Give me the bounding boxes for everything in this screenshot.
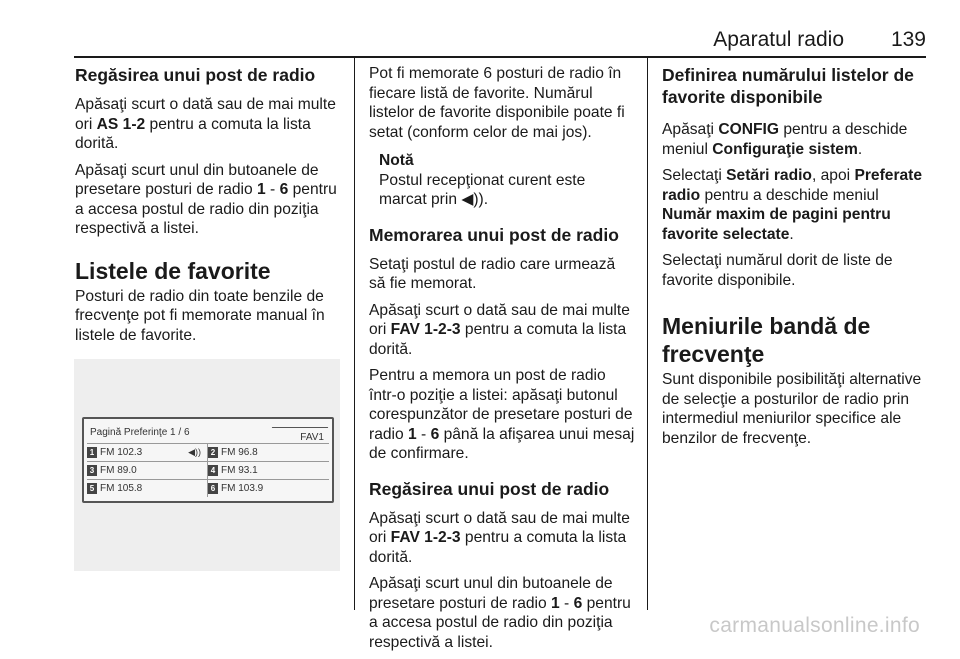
paragraph: Apăsaţi scurt o dată sau de mai multe ori AS 1-2 pentru a comuta la lista dorită. [75,96,336,152]
column-divider-1 [354,58,355,610]
preset-cell: 1 FM 102.3 ◀)) [87,444,208,461]
note-text: Postul recepţionat curent este marcat prin ◀)). [379,171,586,208]
page-number: 139 [890,28,926,51]
preset-cell: 3 FM 89.0 [87,462,208,479]
radio-display-photo [74,359,340,571]
section-heading: Regăsirea unui post de radio [369,478,610,499]
preset-row [87,461,329,479]
column-divider-2 [647,58,648,610]
section-heading: Memorarea unui post de radio [369,224,619,245]
section-heading: Regăsirea unui post de radio [75,65,316,85]
section-heading: Definirea numărului listelor de favorite disponibile [662,65,914,107]
preset-cell: 2 FM 96.8 [208,444,328,461]
paragraph: Selectaţi Setări radio, apoi Preferate radio pentru a deschide meniul Număr maxim de pagini pentru favorite selectate. [662,167,923,243]
watermark: carmanualsonline.info [709,614,920,637]
fav-label: FAV1 [300,432,324,443]
preset-grid [87,443,329,497]
note-title: Notă [379,152,414,169]
paragraph: Apăsaţi scurt o dată sau de mai multe ori FAV 1-2-3 pentru a comuta la lista dorită. [369,301,630,358]
column-1 [75,64,343,571]
section-title: Listele de favorite [75,257,271,284]
column-2 [369,64,635,659]
preset-row [87,443,329,461]
column-3 [662,64,928,455]
paragraph: Posturi de radio din toate benzile de frecvenţe pot fi memorate manual în listele de favorite. [75,287,325,344]
preset-cell: 4 FM 93.1 [208,462,328,479]
preset-cell: 6 FM 103.9 [208,480,328,497]
paragraph: Apăsaţi scurt unul din butoanele de presetare posturi de radio 1 - 6 pentru a accesa postul de radio din poziţia respectivă a listei. [369,575,631,651]
page-header [74,28,926,52]
paragraph: Pot fi memorate 6 posturi de radio în fiecare listă de favorite. Numărul listelor de favorite disponibile poate fi setat (conform celor de mai jos). [369,65,625,141]
paragraph: Selectaţi numărul dorit de liste de favorite disponibile. [662,252,893,289]
speaker-icon: ◀)) [188,446,201,457]
section-title: Meniurile bandă de frecvenţe [662,313,871,367]
favorites-screen [82,417,334,503]
preset-row [87,479,329,497]
screen-title: Pagină Preferinţe 1 / 6 [90,427,190,438]
paragraph: Apăsaţi scurt o dată sau de mai multe ori FAV 1-2-3 pentru a comuta la lista dorită. [369,509,630,566]
paragraph: Sunt disponibile posibilităţi alternative de selecţie a posturilor de radio prin intermediul meniurilor specifice ale benzilor de frecvenţe. [662,371,922,447]
preset-cell: 5 FM 105.8 [87,480,208,497]
paragraph: Setaţi postul de radio care urmează să fie memorat. [369,255,616,292]
note-box [379,151,635,210]
paragraph: Apăsaţi scurt unul din butoanele de presetare posturi de radio 1 - 6 pentru a accesa postul de radio din poziţia respectivă a listei. [75,161,337,237]
header-rule [74,56,926,58]
paragraph: Apăsaţi CONFIG pentru a deschide meniul Configuraţie sistem. [662,121,908,158]
paragraph: Pentru a memora un post de radio într-o poziţie a listei: apăsaţi butonul corespunzător de presetare posturi de radio 1 - 6 până la afişarea unui mesaj de confirmare. [369,367,635,462]
chapter-title: Aparatul radio [713,28,844,51]
